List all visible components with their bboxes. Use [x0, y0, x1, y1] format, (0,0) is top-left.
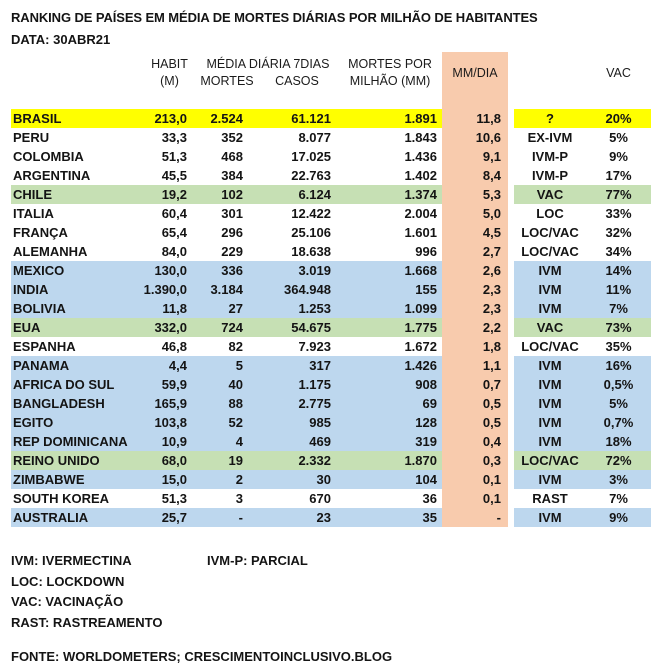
- mortes-cell: 229: [198, 242, 256, 261]
- medida-cell: EX-IVM: [514, 128, 586, 147]
- vac-cell: 5%: [586, 394, 651, 413]
- legend-line-1: [11, 551, 651, 572]
- country-cell: BRASIL: [11, 109, 141, 128]
- mortes-milhao-cell: 69: [338, 394, 442, 413]
- mm-dia-cell: 2,6: [442, 261, 508, 280]
- mm-dia-cell: 4,5: [442, 223, 508, 242]
- medida-cell: IVM: [514, 280, 586, 299]
- casos-cell: 7.923: [256, 337, 338, 356]
- col-header-mm-dia: MM/DIA: [452, 65, 498, 80]
- casos-cell: 25.106: [256, 223, 338, 242]
- vac-cell: 14%: [586, 261, 651, 280]
- mm-dia-cell: 0,5: [442, 394, 508, 413]
- vac-cell: 9%: [586, 508, 651, 527]
- casos-cell: 17.025: [256, 147, 338, 166]
- casos-cell: 3.019: [256, 261, 338, 280]
- habit-cell: 33,3: [141, 128, 198, 147]
- table-row: [11, 470, 651, 489]
- mortes-cell: 19: [198, 451, 256, 470]
- medida-cell: IVM: [514, 261, 586, 280]
- table-row: [11, 394, 651, 413]
- medida-cell: IVM: [514, 299, 586, 318]
- mortes-cell: 3.184: [198, 280, 256, 299]
- table-row: [11, 261, 651, 280]
- mortes-milhao-cell: 36: [338, 489, 442, 508]
- mortes-milhao-cell: 1.402: [338, 166, 442, 185]
- habit-cell: 25,7: [141, 508, 198, 527]
- mortes-cell: 2: [198, 470, 256, 489]
- medida-cell: IVM-P: [514, 166, 586, 185]
- vac-cell: 33%: [586, 204, 651, 223]
- table-row: [11, 356, 651, 375]
- country-cell: ESPANHA: [11, 337, 141, 356]
- mm-dia-cell: 0,1: [442, 470, 508, 489]
- mortes-milhao-cell: 1.775: [338, 318, 442, 337]
- country-cell: EGITO: [11, 413, 141, 432]
- mm-dia-cell: 2,2: [442, 318, 508, 337]
- habit-cell: 130,0: [141, 261, 198, 280]
- habit-cell: 65,4: [141, 223, 198, 242]
- casos-cell: 54.675: [256, 318, 338, 337]
- vac-cell: 73%: [586, 318, 651, 337]
- col-header-habit: HABIT: [151, 57, 188, 71]
- casos-cell: 2.775: [256, 394, 338, 413]
- col-header-mortes-milhao-line1: MORTES POR: [348, 57, 432, 71]
- country-cell: ITALIA: [11, 204, 141, 223]
- legend-rast: RAST: RASTREAMENTO: [11, 614, 163, 630]
- mortes-milhao-cell: 1.601: [338, 223, 442, 242]
- mortes-cell: 352: [198, 128, 256, 147]
- mortes-milhao-cell: 1.668: [338, 261, 442, 280]
- casos-cell: 61.121: [256, 109, 338, 128]
- mortes-milhao-cell: 1.891: [338, 109, 442, 128]
- country-cell: BOLIVIA: [11, 299, 141, 318]
- casos-cell: 12.422: [256, 204, 338, 223]
- vac-cell: 77%: [586, 185, 651, 204]
- mortes-milhao-cell: 1.672: [338, 337, 442, 356]
- mm-dia-cell: 2,3: [442, 280, 508, 299]
- mm-dia-cell: 10,6: [442, 128, 508, 147]
- medida-cell: IVM: [514, 470, 586, 489]
- medida-cell: IVM: [514, 375, 586, 394]
- page-title: RANKING DE PAÍSES EM MÉDIA DE MORTES DIÁRIAS POR MILHÃO DE HABITANTES: [11, 10, 538, 25]
- habit-cell: 213,0: [141, 109, 198, 128]
- casos-cell: 1.253: [256, 299, 338, 318]
- casos-cell: 985: [256, 413, 338, 432]
- country-cell: BANGLADESH: [11, 394, 141, 413]
- date-line: DATA: 30ABR21: [11, 32, 111, 47]
- medida-cell: IVM-P: [514, 147, 586, 166]
- mortes-cell: 301: [198, 204, 256, 223]
- medida-cell: RAST: [514, 489, 586, 508]
- habit-cell: 103,8: [141, 413, 198, 432]
- country-cell: PERU: [11, 128, 141, 147]
- country-cell: REINO UNIDO: [11, 451, 141, 470]
- habit-cell: 4,4: [141, 356, 198, 375]
- habit-cell: 68,0: [141, 451, 198, 470]
- table-row: [11, 147, 651, 166]
- mortes-cell: 384: [198, 166, 256, 185]
- vac-cell: 16%: [586, 356, 651, 375]
- vac-cell: 7%: [586, 299, 651, 318]
- country-cell: PANAMA: [11, 356, 141, 375]
- habit-cell: 11,8: [141, 299, 198, 318]
- vac-cell: 0,7%: [586, 413, 651, 432]
- mortes-milhao-cell: 1.374: [338, 185, 442, 204]
- table-row: [11, 204, 651, 223]
- mortes-cell: 336: [198, 261, 256, 280]
- habit-cell: 165,9: [141, 394, 198, 413]
- mm-dia-cell: 0,1: [442, 489, 508, 508]
- table-row: [11, 223, 651, 242]
- mortes-cell: 52: [198, 413, 256, 432]
- table-row: [11, 299, 651, 318]
- table-row: [11, 318, 651, 337]
- habit-cell: 10,9: [141, 432, 198, 451]
- col-header-mortes: MORTES: [200, 74, 254, 88]
- vac-cell: 5%: [586, 128, 651, 147]
- vac-cell: 17%: [586, 166, 651, 185]
- medida-cell: VAC: [514, 318, 586, 337]
- table-body: [11, 109, 651, 527]
- col-header-mortes-milhao-line2: MILHÃO (MM): [349, 74, 431, 88]
- habit-cell: 46,8: [141, 337, 198, 356]
- habit-cell: 51,3: [141, 147, 198, 166]
- habit-cell: 332,0: [141, 318, 198, 337]
- col-header-casos: CASOS: [275, 74, 319, 88]
- casos-cell: 469: [256, 432, 338, 451]
- table-row: [11, 109, 651, 128]
- habit-cell: 1.390,0: [141, 280, 198, 299]
- country-cell: CHILE: [11, 185, 141, 204]
- table-row: [11, 432, 651, 451]
- country-cell: MEXICO: [11, 261, 141, 280]
- vac-cell: 20%: [586, 109, 651, 128]
- casos-cell: 6.124: [256, 185, 338, 204]
- country-cell: FRANÇA: [11, 223, 141, 242]
- casos-cell: 22.763: [256, 166, 338, 185]
- mortes-cell: 4: [198, 432, 256, 451]
- medida-cell: LOC/VAC: [514, 242, 586, 261]
- mortes-cell: 102: [198, 185, 256, 204]
- country-cell: ARGENTINA: [11, 166, 141, 185]
- mm-dia-cell: 0,7: [442, 375, 508, 394]
- country-cell: INDIA: [11, 280, 141, 299]
- country-cell: EUA: [11, 318, 141, 337]
- medida-cell: LOC/VAC: [514, 223, 586, 242]
- country-cell: AFRICA DO SUL: [11, 375, 141, 394]
- mm-dia-cell: 2,3: [442, 299, 508, 318]
- mortes-milhao-cell: 155: [338, 280, 442, 299]
- table-row: [11, 280, 651, 299]
- casos-cell: 30: [256, 470, 338, 489]
- legend-ivm-p: IVM-P: PARCIAL: [207, 553, 308, 568]
- table-row: [11, 489, 651, 508]
- mortes-cell: -: [198, 508, 256, 527]
- country-cell: ALEMANHA: [11, 242, 141, 261]
- habit-cell: 51,3: [141, 489, 198, 508]
- mm-dia-cell: 0,5: [442, 413, 508, 432]
- country-cell: COLOMBIA: [11, 147, 141, 166]
- habit-cell: 15,0: [141, 470, 198, 489]
- medida-cell: LOC/VAC: [514, 337, 586, 356]
- medida-cell: IVM: [514, 432, 586, 451]
- mortes-cell: 82: [198, 337, 256, 356]
- country-cell: ZIMBABWE: [11, 470, 141, 489]
- vac-cell: 11%: [586, 280, 651, 299]
- medida-cell: VAC: [514, 185, 586, 204]
- medida-cell: ?: [514, 109, 586, 128]
- mortes-milhao-cell: 908: [338, 375, 442, 394]
- casos-cell: 23: [256, 508, 338, 527]
- mortes-milhao-cell: 35: [338, 508, 442, 527]
- mortes-milhao-cell: 2.004: [338, 204, 442, 223]
- habit-cell: 60,4: [141, 204, 198, 223]
- casos-cell: 8.077: [256, 128, 338, 147]
- mm-dia-cell: 0,3: [442, 451, 508, 470]
- casos-cell: 364.948: [256, 280, 338, 299]
- mm-dia-cell: 11,8: [442, 109, 508, 128]
- vac-cell: 35%: [586, 337, 651, 356]
- mm-dia-cell: 1,8: [442, 337, 508, 356]
- vac-cell: 72%: [586, 451, 651, 470]
- mortes-cell: 5: [198, 356, 256, 375]
- mm-dia-cell: 5,0: [442, 204, 508, 223]
- mortes-cell: 468: [198, 147, 256, 166]
- mm-dia-cell: 8,4: [442, 166, 508, 185]
- table-header: [11, 52, 651, 109]
- mortes-cell: 88: [198, 394, 256, 413]
- medida-cell: LOC/VAC: [514, 451, 586, 470]
- vac-cell: 9%: [586, 147, 651, 166]
- habit-cell: 59,9: [141, 375, 198, 394]
- legend-vac: VAC: VACINAÇÃO: [11, 594, 124, 609]
- casos-cell: 317: [256, 356, 338, 375]
- mortes-milhao-cell: 1.099: [338, 299, 442, 318]
- mm-dia-cell: 5,3: [442, 185, 508, 204]
- mortes-cell: 2.524: [198, 109, 256, 128]
- casos-cell: 670: [256, 489, 338, 508]
- mortes-milhao-cell: 1.870: [338, 451, 442, 470]
- country-cell: SOUTH KOREA: [11, 489, 141, 508]
- vac-cell: 32%: [586, 223, 651, 242]
- country-cell: REP DOMINICANA: [11, 432, 141, 451]
- medida-cell: IVM: [514, 356, 586, 375]
- col-header-habit-unit: (M): [160, 74, 179, 88]
- mortes-cell: 296: [198, 223, 256, 242]
- mortes-milhao-cell: 1.426: [338, 356, 442, 375]
- mortes-cell: 3: [198, 489, 256, 508]
- legend-loc: LOC: LOCKDOWN: [11, 573, 125, 589]
- casos-cell: 18.638: [256, 242, 338, 261]
- habit-cell: 84,0: [141, 242, 198, 261]
- table-row: [11, 128, 651, 147]
- table-row: [11, 508, 651, 527]
- col-header-media-diaria: MÉDIA DIÁRIA 7DIAS: [206, 57, 330, 71]
- vac-cell: 34%: [586, 242, 651, 261]
- mortes-milhao-cell: 319: [338, 432, 442, 451]
- mortes-cell: 27: [198, 299, 256, 318]
- vac-cell: 3%: [586, 470, 651, 489]
- habit-cell: 19,2: [141, 185, 198, 204]
- mm-dia-cell: 9,1: [442, 147, 508, 166]
- medida-cell: IVM: [514, 413, 586, 432]
- table-row: [11, 413, 651, 432]
- source-line: FONTE: WORLDOMETERS; CRESCIMENTOINCLUSIVO.BLOG: [11, 649, 393, 664]
- legend-ivm: IVM: IVERMECTINA: [11, 553, 132, 568]
- casos-cell: 1.175: [256, 375, 338, 394]
- mm-dia-cell: 0,4: [442, 432, 508, 451]
- mm-dia-cell: 1,1: [442, 356, 508, 375]
- medida-cell: LOC: [514, 204, 586, 223]
- casos-cell: 2.332: [256, 451, 338, 470]
- medida-cell: IVM: [514, 394, 586, 413]
- table-row: [11, 166, 651, 185]
- mortes-milhao-cell: 1.843: [338, 128, 442, 147]
- mortes-milhao-cell: 996: [338, 242, 442, 261]
- vac-cell: 0,5%: [586, 375, 651, 394]
- vac-cell: 7%: [586, 489, 651, 508]
- table-row: [11, 451, 651, 470]
- mm-dia-cell: -: [442, 508, 508, 527]
- table-row: [11, 375, 651, 394]
- medida-cell: IVM: [514, 508, 586, 527]
- col-header-vac: VAC: [606, 65, 631, 80]
- mortes-cell: 724: [198, 318, 256, 337]
- habit-cell: 45,5: [141, 166, 198, 185]
- vac-cell: 18%: [586, 432, 651, 451]
- country-cell: AUSTRALIA: [11, 508, 141, 527]
- mortes-milhao-cell: 1.436: [338, 147, 442, 166]
- table-row: [11, 185, 651, 204]
- mortes-milhao-cell: 104: [338, 470, 442, 489]
- mortes-milhao-cell: 128: [338, 413, 442, 432]
- mm-dia-cell: 2,7: [442, 242, 508, 261]
- legend: [11, 551, 651, 633]
- table-row: [11, 242, 651, 261]
- mortes-cell: 40: [198, 375, 256, 394]
- table-row: [11, 337, 651, 356]
